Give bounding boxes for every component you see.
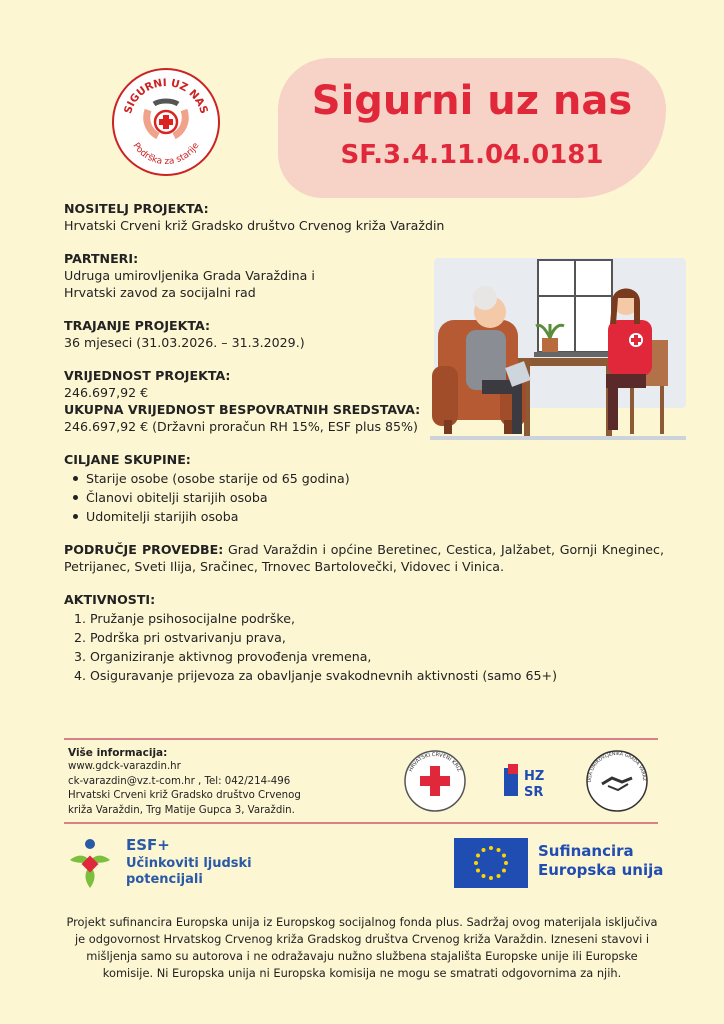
eu-star-icon	[502, 869, 506, 873]
partners-line-2: Hrvatski zavod za socijalni rad	[64, 285, 256, 300]
info-org-line-2: križa Varaždin, Trg Matije Gupca 3, Varaždin.	[68, 804, 295, 816]
partners-heading: PARTNERI:	[64, 251, 139, 266]
eu-star-icon	[489, 876, 493, 880]
area-text: Grad Varaždin i općine Beretinec, Cestica, Jalžabet, Gornji Kneginec, Petrijanec, Sveti Ilija, Sračinec, Trnovec Bartolovečki, Vidovec i Vinica.	[64, 542, 664, 574]
eu-star-icon	[476, 854, 480, 858]
duration-section	[64, 317, 424, 351]
list-item: Udomitelji starijih osoba	[64, 508, 664, 525]
list-item: Članovi obitelji starijih osoba	[64, 489, 664, 506]
esf-program	[126, 856, 252, 888]
esf-line-2: potencijali	[126, 872, 203, 887]
value-text: 246.697,92 €	[64, 385, 149, 400]
list-item: 3. Organiziranje aktivnog provođenja vremena,	[74, 649, 372, 664]
project-logo	[112, 68, 220, 176]
eu-star-icon	[502, 854, 506, 858]
disclaimer: Projekt sufinancira Europska unija iz Europskog socijalnog fonda plus. Sadržaj ovog materijala isključiva je odgovornost Hrvatskog Crvenog križa Gradskog društva Crvenog križa Varaždin. Izneseni stavovi i mišljenja samo su autorova i ne odražavaju nužno službena stajališta Europske unije ili Europske komisije. Ni Europska unija ni Europska komisija ne mogu se smatrati odgovornima za njih.	[66, 915, 658, 980]
eu-flag-icon	[454, 838, 528, 888]
hck-logo	[402, 750, 468, 812]
list-item: 4. Osiguravanje prijevoza za obavljanje svakodnevnih aktivnosti (samo 65+)	[74, 668, 557, 683]
eu-star-icon	[489, 846, 493, 850]
main-content	[64, 200, 664, 700]
activities-section	[64, 591, 664, 684]
svg-text:Podrška za starije	[131, 141, 202, 167]
duration-heading: TRAJANJE PROJEKTA:	[64, 318, 210, 333]
grant-heading: UKUPNA VRIJEDNOST BESPOVRATNIH SREDSTAVA:	[64, 402, 421, 417]
area-heading: PODRUČJE PROVEDBE:	[64, 542, 224, 557]
logo-ring-bottom-text: Podrška za starije	[130, 141, 202, 168]
logo-ring-top-text: SIGURNI UZ NAS	[122, 76, 210, 116]
divider-top	[64, 738, 658, 740]
eu-star-icon	[497, 874, 501, 878]
info-block	[68, 746, 368, 818]
info-website-link[interactable]: www.gdck-varazdin.hr	[68, 761, 181, 773]
eu-star-icon	[482, 874, 486, 878]
grant-section	[64, 401, 664, 435]
partners-line-1: Udruga umirovljenika Grada Varaždina i	[64, 268, 315, 283]
svg-text:SIGURNI UZ NAS	[122, 77, 210, 115]
holder-text: Hrvatski Crveni križ Gradsko društvo Crvenog križa Varaždin	[64, 218, 445, 233]
target-list	[64, 470, 664, 525]
page-title: Sigurni uz nas	[311, 78, 633, 124]
hzsr-top-text: HZ	[524, 769, 545, 784]
target-heading: CILJANE SKUPINE:	[64, 452, 191, 467]
hck-ring-text: HRVATSKI CRVENI KRIŽ	[408, 751, 462, 773]
holder-section	[64, 200, 664, 234]
activities-list	[64, 610, 664, 684]
list-item: Starije osobe (osobe starije od 65 godina)	[64, 470, 664, 487]
eu-line-2: Europska unija	[538, 861, 664, 879]
holder-heading: NOSITELJ PROJEKTA:	[64, 201, 209, 216]
eu-line-1: Sufinancira	[538, 842, 634, 860]
duration-text: 36 mjeseci (31.03.2026. – 31.3.2029.)	[64, 335, 305, 350]
project-logo-graphic	[114, 70, 218, 174]
hzsr-logo	[500, 750, 556, 812]
list-item: 1. Pružanje psihosocijalne podrške,	[74, 611, 296, 626]
divider-bottom	[64, 822, 658, 824]
esf-brand: ESF+	[126, 836, 170, 854]
info-contact[interactable]: ck-varazdin@vz.t-com.hr , Tel: 042/214-496	[68, 775, 291, 787]
activities-heading: AKTIVNOSTI:	[64, 592, 156, 607]
area-section	[64, 541, 664, 575]
eu-cofinanced	[538, 842, 663, 880]
info-heading: Više informacija:	[68, 747, 168, 759]
esf-line-1: Učinkoviti ljudski	[126, 856, 252, 871]
hzsr-bottom-text: SR	[524, 785, 544, 800]
eu-star-icon	[474, 861, 478, 865]
eu-star-icon	[482, 848, 486, 852]
umirovljenici-logo	[584, 750, 650, 812]
value-heading: VRIJEDNOST PROJEKTA:	[64, 368, 231, 383]
partners-section	[64, 250, 424, 301]
umirovljenici-ring-text: UGA UMIROVLJENIKA GRADA VARAŽ	[587, 751, 647, 783]
eu-star-icon	[497, 848, 501, 852]
value-section	[64, 367, 424, 401]
info-org-line-1: Hrvatski Crveni križ Gradsko društvo Crvenog	[68, 790, 301, 802]
eu-star-icon	[504, 861, 508, 865]
project-code: SF.3.4.11.04.0181	[340, 140, 604, 170]
target-section	[64, 451, 664, 525]
list-item: 2. Podrška pri ostvarivanju prava,	[74, 630, 286, 645]
eu-star-icon	[476, 869, 480, 873]
grant-text: 246.697,92 € (Državni proračun RH 15%, ESF plus 85%)	[64, 419, 418, 434]
